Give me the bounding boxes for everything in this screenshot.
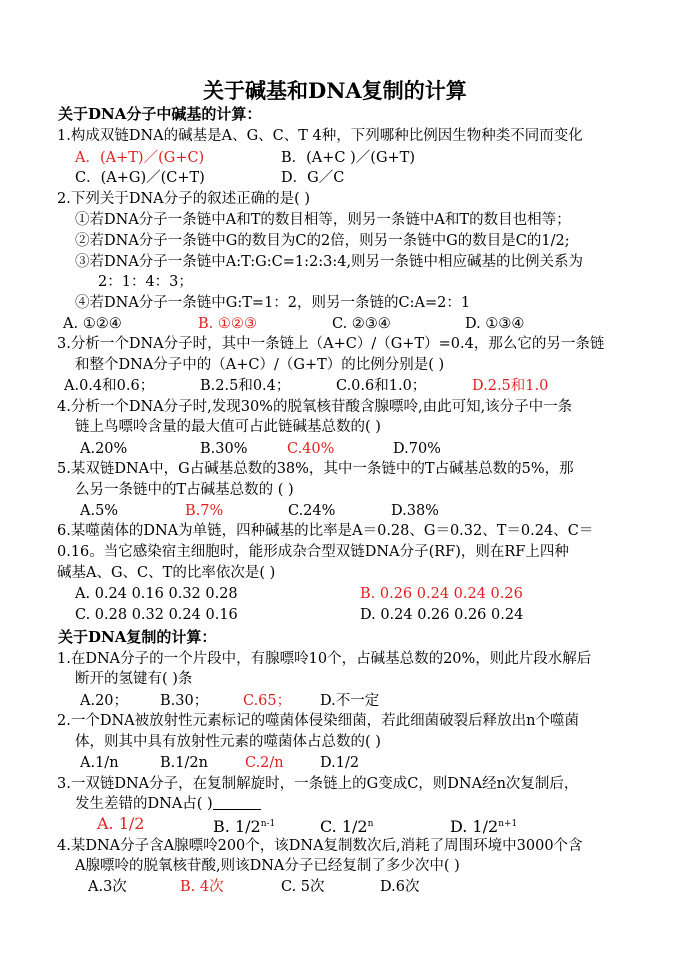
r2-option-a: A.1/n (80, 755, 119, 771)
replication-q3-line-1: 3.一双链DNA分子，在复制解旋时，一条链上的G变成C，则DNA经n次复制后， (57, 776, 579, 792)
r4-option-c: C. 5次 (281, 879, 325, 895)
r3-option-d-exponent: n+1 (498, 819, 518, 829)
q1-option-d: D．G／C (281, 170, 345, 186)
q5-option-d: D.38% (391, 503, 439, 519)
r3-option-a: A. 1/2 (97, 814, 145, 833)
r1-option-b: B.30； (160, 693, 209, 709)
q4-option-b: B.30% (200, 441, 248, 457)
r2-option-b: B.1/2n (160, 755, 208, 771)
r2-option-c: C.2/n (245, 755, 284, 771)
q2-option-c: C. ②③④ (332, 316, 391, 332)
question-6-line-2: 0.16。当它感染宿主细胞时，能形成杂合型双链DNA分子(RF)，则在RF上四种 (57, 544, 569, 560)
r3-option-c (320, 815, 373, 836)
q3-option-b: B.2.5和0.4； (200, 378, 291, 394)
r3-option-b-exponent: n-1 (260, 819, 276, 829)
replication-q3-line-2 (75, 795, 261, 813)
question-5-line-2: 么另一条链中的T占碱基总数的 ( ) (75, 482, 294, 498)
q2-statement-4: ④若DNA分子一条链中G:T=1：2，则另一条链的C:A=2：1 (75, 295, 471, 311)
q2-option-d: D. ①③④ (465, 316, 525, 332)
r1-option-c: C.65； (243, 693, 292, 709)
q2-statement-3: ③若DNA分子一条链中A:T:G:C=1:2:3:4,则另一条链中相应碱基的比例关系为 (75, 254, 584, 270)
r3-option-b (213, 815, 275, 836)
r3-option-c-exponent: n (367, 819, 374, 829)
q3-option-c: C.0.6和1.0； (336, 378, 427, 394)
q1-option-c: C．(A+G)／(C+T) (75, 170, 205, 186)
q6-option-b: B. 0.26 0.24 0.24 0.26 (360, 586, 523, 602)
r4-option-d: D.6次 (380, 879, 420, 895)
r1-option-a: A.20； (80, 693, 129, 709)
q2-statement-3-cont: 2：1：4：3； (98, 274, 193, 290)
question-6-line-3: 碱基A、G、C、T的比率依次是( ) (57, 565, 276, 581)
r3-option-d-text: D. 1/2 (450, 817, 499, 836)
q1-option-a: A．(A+T)／(G+C) (75, 150, 205, 166)
section-heading-replication: 关于DNA复制的计算： (58, 628, 217, 646)
r4-option-b: B. 4次 (180, 879, 224, 895)
question-6-line-1: 6.某噬菌体的DNA为单链，四种碱基的比率是A＝0.28、G＝0.32、T＝0.24、C＝ (57, 523, 594, 539)
q5-option-b: B.7% (185, 503, 224, 519)
question-4-line-1: 4.分析一个DNA分子时,发现30%的脱氧核苷酸含腺嘌呤,由此可知,该分子中一条 (57, 399, 573, 415)
q6-option-a: A. 0.24 0.16 0.32 0.28 (75, 586, 238, 602)
r4-option-a: A.3次 (88, 879, 127, 895)
question-2-stem: 2.下列关于DNA分子的叙述正确的是( ) (57, 191, 311, 207)
question-3-line-2: 和整个DNA分子中的（A+C）/（G+T）的比例分别是( ) (75, 357, 445, 373)
q5-option-a: A.5% (80, 503, 119, 519)
replication-q2-line-2: 体，则其中具有放射性元素的噬菌体占总数的( ) (75, 734, 381, 750)
q1-option-b: B．(A+C )／(G+T) (281, 150, 416, 166)
page-title: 关于碱基和DNA复制的计算 (203, 78, 467, 103)
r2-option-d: D.1/2 (320, 755, 360, 771)
answer-blank[interactable] (213, 795, 261, 810)
replication-q2-line-1: 2.一个DNA被放射性元素标记的噬菌体侵染细菌，若此细菌破裂后释放出n个噬菌 (57, 713, 579, 729)
q2-statement-2: ②若DNA分子一条链中G的数目为C的2倍，则另一条链中G的数目是C的1/2; (75, 233, 570, 249)
replication-q1-line-1: 1.在DNA分子的一个片段中，有腺嘌呤10个，占碱基总数的20%，则此片段水解后 (57, 651, 592, 667)
q4-option-d: D.70% (393, 441, 441, 457)
q5-option-c: C.24% (288, 503, 336, 519)
question-5-line-1: 5.某双链DNA中，G占碱基总数的38%，其中一条链中的T占碱基总数的5%，那 (57, 461, 574, 477)
r3-option-d (450, 815, 517, 836)
r1-option-d: D.不一定 (320, 693, 380, 709)
q3-option-d: D.2.5和1.0 (472, 378, 549, 394)
replication-q3-line-2-text: 发生差错的DNA占( ) (75, 796, 213, 812)
question-4-line-2: 链上鸟嘌呤含量的最大值可占此链碱基总数的( ) (75, 419, 381, 435)
section-heading-bases: 关于DNA分子中碱基的计算： (58, 105, 262, 123)
q3-option-a: A.0.4和0.6； (64, 378, 155, 394)
replication-q4-line-2: A腺嘌呤的脱氧核苷酸,则该DNA分子已经复制了多少次中( ) (75, 858, 460, 874)
r3-option-c-text: C. 1/2 (320, 817, 368, 836)
q4-option-c: C.40% (287, 441, 335, 457)
question-1-stem: 1.构成双链DNA的碱基是A、G、C、T 4种，下列哪种比例因生物种类不同而变化 (57, 128, 583, 144)
question-3-line-1: 3.分析一个DNA分子时，其中一条链上（A+C）/（G+T）=0.4，那么它的另一条链 (57, 336, 605, 352)
q2-option-a: A. ①②④ (63, 316, 122, 332)
q2-option-b: B. ①②③ (198, 316, 257, 332)
r3-option-b-text: B. 1/2 (213, 817, 261, 836)
replication-q1-line-2: 断开的氢键有( )条 (75, 671, 193, 687)
replication-q4-line-1: 4.某DNA分子含A腺嘌呤200个，该DNA复制数次后,消耗了周围环境中3000个含 (57, 838, 583, 854)
q6-option-d: D. 0.24 0.26 0.26 0.24 (360, 607, 524, 623)
q2-statement-1: ①若DNA分子一条链中A和T的数目相等，则另一条链中A和T的数目也相等； (75, 212, 571, 228)
q4-option-a: A.20% (80, 441, 128, 457)
q6-option-c: C. 0.28 0.32 0.24 0.16 (75, 607, 238, 623)
